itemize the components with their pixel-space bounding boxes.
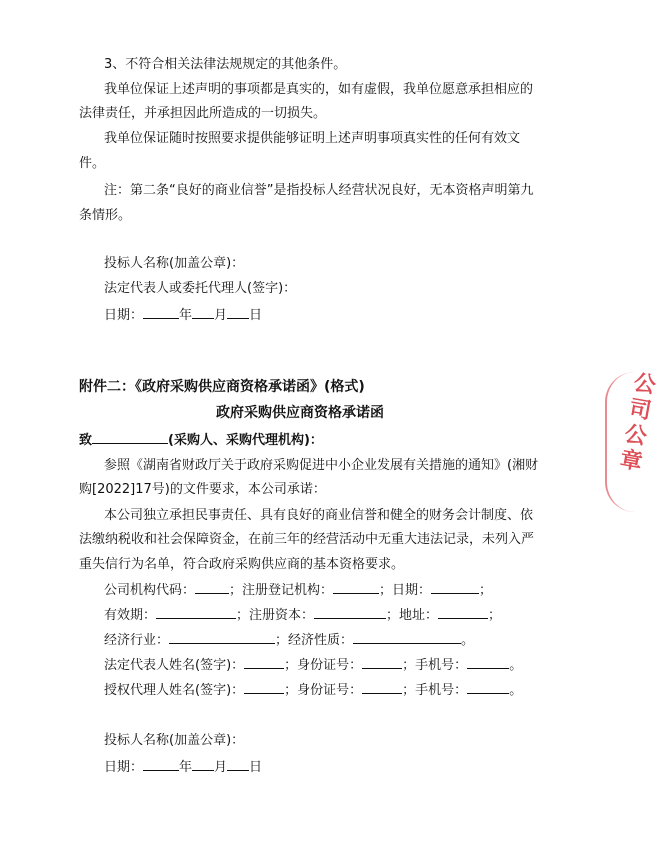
bidder-name-label-1: 投标人名称(加盖公章)：	[104, 256, 245, 271]
field-row-5-end: 。	[509, 683, 523, 698]
field-row-1-end: ；	[479, 583, 493, 598]
field-row-3	[104, 630, 474, 650]
legal-rep-name-blank[interactable]	[244, 655, 284, 669]
condition-3: 3、不符合相关法律法规规定的其他条件。	[104, 57, 347, 72]
date-field-blank[interactable]	[431, 580, 479, 594]
legal-rep-id-blank[interactable]	[362, 655, 402, 669]
month-label-2: 月	[214, 760, 228, 775]
date-field-label: ；日期：	[379, 583, 432, 598]
date-label-2: 日期：	[104, 760, 144, 775]
agent-phone-label: ；手机号：	[402, 683, 468, 698]
date-row-1	[104, 305, 262, 325]
agent-id-blank[interactable]	[362, 680, 402, 694]
legal-rep-name-label: 法定代表人姓名(签字)：	[104, 658, 245, 673]
month-blank-2[interactable]	[192, 757, 214, 771]
field-row-2-end: ；	[488, 608, 502, 623]
commitment-line-2: 法缴纳税收和社会保障资金，在前三年的经营活动中无重大违法记录，未列入严	[79, 532, 535, 547]
year-label-2: 年	[179, 760, 193, 775]
org-code-blank[interactable]	[195, 580, 229, 594]
agent-name-label: 授权代理人姓名(签字)：	[104, 683, 245, 698]
note-line-2: 条情形。	[79, 208, 132, 223]
agent-name-blank[interactable]	[244, 680, 284, 694]
field-row-1	[104, 580, 492, 600]
agent-phone-blank[interactable]	[467, 680, 509, 694]
reference-line-1: 参照《湖南省财政厅关于政府采购促进中小企业发展有关措施的通知》(湘财	[104, 458, 539, 473]
year-blank[interactable]	[143, 305, 179, 319]
address-blank[interactable]	[438, 605, 488, 619]
org-code-label: 公司机构代码：	[104, 583, 196, 598]
nature-blank[interactable]	[353, 630, 461, 644]
reg-authority-blank[interactable]	[333, 580, 379, 594]
field-row-5	[104, 680, 522, 700]
proof-line-2: 件。	[79, 156, 106, 171]
reg-authority-label: ；注册登记机构：	[229, 583, 334, 598]
commitment-line-1: 本公司独立承担民事责任、具有良好的商业信誉和健全的财务会计制度、依	[104, 508, 534, 523]
note-line-1: 注：第二条“良好的商业信誉”是指投标人经营状况良好，无本资格声明第九	[104, 183, 534, 198]
guarantee-line-2: 法律责任，并承担因此所造成的一切损失。	[79, 106, 327, 121]
reg-capital-blank[interactable]	[314, 605, 386, 619]
date-label: 日期：	[104, 308, 144, 323]
proof-line-1: 我单位保证随时按照要求提供能够证明上述声明事项真实性的任何有效文	[104, 131, 521, 146]
company-seal-stamp: 公司公章	[614, 369, 658, 477]
day-blank-2[interactable]	[227, 757, 249, 771]
year-label: 年	[179, 308, 193, 323]
field-row-4-end: 。	[509, 658, 523, 673]
validity-label: 有效期：	[104, 608, 157, 623]
reference-line-2: 购[2022]17号)的文件要求，本公司承诺：	[79, 482, 326, 497]
year-blank-2[interactable]	[143, 757, 179, 771]
date-row-2	[104, 757, 262, 777]
agent-id-label: ；身份证号：	[284, 683, 363, 698]
day-label-2: 日	[249, 760, 263, 775]
legal-rep-phone-label: ；手机号：	[402, 658, 468, 673]
attachment-heading: 附件二：《政府采购供应商资格承诺函》(格式)	[79, 379, 365, 395]
month-label: 月	[214, 308, 228, 323]
day-blank[interactable]	[227, 305, 249, 319]
to-prefix: 致	[79, 433, 93, 448]
reg-capital-label: ；注册资本：	[236, 608, 315, 623]
purchaser-blank[interactable]	[92, 430, 168, 444]
month-blank[interactable]	[192, 305, 214, 319]
nature-label: ；经济性质：	[275, 633, 354, 648]
legal-rep-phone-blank[interactable]	[467, 655, 509, 669]
industry-label: 经济行业：	[104, 633, 170, 648]
to-suffix: (采购人、采购代理机构)：	[168, 433, 323, 448]
guarantee-line-1: 我单位保证上述声明的事项都是真实的，如有虚假，我单位愿意承担相应的	[104, 82, 534, 97]
bidder-name-label-2: 投标人名称(加盖公章)：	[104, 733, 245, 748]
validity-blank[interactable]	[156, 605, 236, 619]
day-label: 日	[249, 308, 263, 323]
addressee-row	[79, 430, 323, 450]
legal-rep-id-label: ；身份证号：	[284, 658, 363, 673]
field-row-2	[104, 605, 501, 625]
address-label: ；地址：	[386, 608, 439, 623]
commitment-line-3: 重失信行为名单，符合政府采购供应商的基本资格要求。	[79, 557, 405, 572]
industry-blank[interactable]	[169, 630, 275, 644]
attachment-title: 政府采购供应商资格承诺函	[216, 405, 384, 421]
field-row-4	[104, 655, 522, 675]
field-row-3-end: 。	[461, 633, 475, 648]
legal-rep-label: 法定代表人或委托代理人(签字)：	[104, 281, 297, 296]
